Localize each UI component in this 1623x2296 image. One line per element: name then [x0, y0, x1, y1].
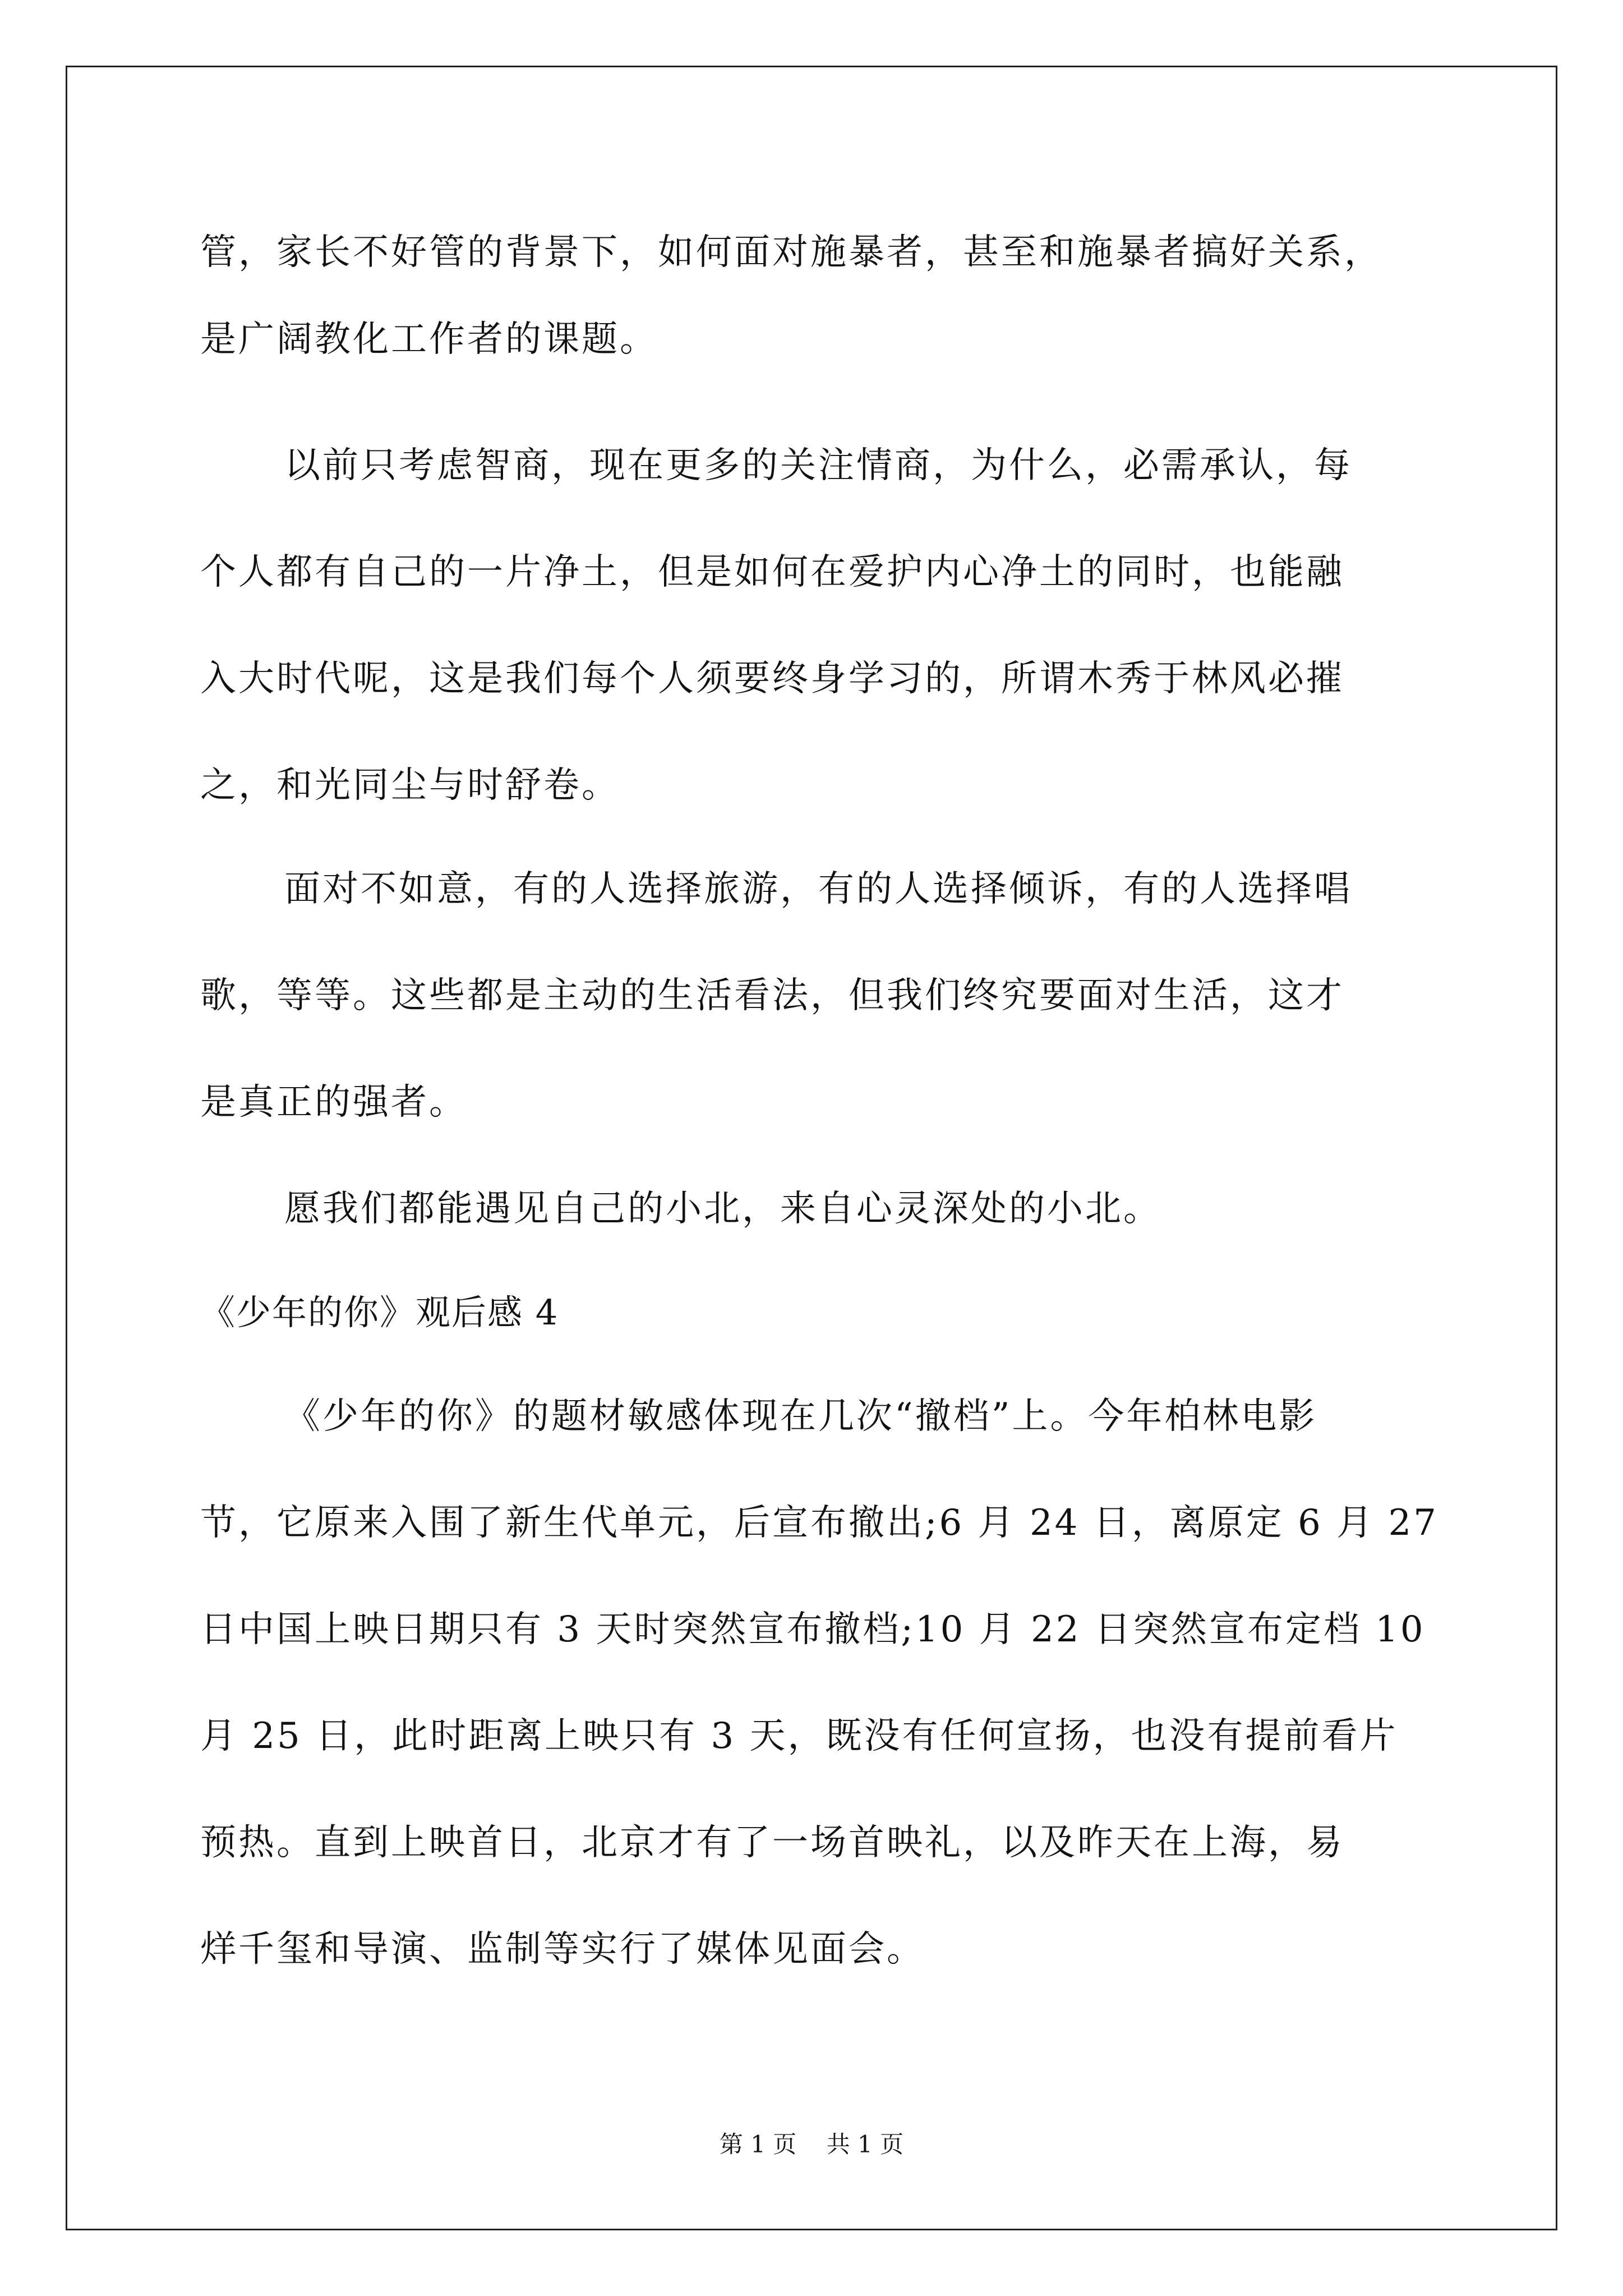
- paragraph-1-line-1: 管，家长不好管的背景下，如何面对施暴者，甚至和施暴者搞好关系，: [200, 232, 1382, 273]
- section-paragraph-line-4: 月 25 日，此时距离上映只有 3 天，既没有任何宣扬，也没有提前看片: [200, 1715, 1398, 1757]
- section-paragraph-line-2: 节，它原来入围了新生代单元，后宣布撤出;6 月 24 日，离原定 6 月 27: [200, 1502, 1438, 1544]
- paragraph-2-line-4: 之，和光同尘与时舒卷。: [200, 765, 620, 806]
- section-paragraph-line-1: 《少年的你》的题材敏感体现在几次“撤档”上。今年柏林电影: [284, 1396, 1317, 1437]
- section-paragraph-line-5: 预热。直到上映首日，北京才有了一场首映礼，以及昨天在上海，易: [200, 1822, 1344, 1864]
- section-heading: 《少年的你》观后感 4: [200, 1292, 559, 1333]
- paragraph-3-line-3: 是真正的强者。: [200, 1082, 467, 1123]
- paragraph-2-line-2: 个人都有自己的一片净土，但是如何在爱护内心净土的同时，也能融: [200, 551, 1344, 593]
- page-footer: 第 1 页 共 1 页: [719, 2131, 904, 2158]
- paragraph-3-line-1: 面对不如意，有的人选择旅游，有的人选择倾诉，有的人选择唱: [284, 868, 1352, 910]
- page-border: [66, 66, 1557, 2230]
- paragraph-1-line-2: 是广阔教化工作者的课题。: [200, 319, 658, 360]
- paragraph-4-line-1: 愿我们都能遇见自己的小北，来自心灵深处的小北。: [284, 1188, 1161, 1230]
- paragraph-2-line-1: 以前只考虑智商，现在更多的关注情商，为什么，必需承认，每: [284, 445, 1352, 486]
- section-paragraph-line-6: 烊千玺和导演、监制等实行了媒体见面会。: [200, 1929, 925, 1970]
- paragraph-2-line-3: 入大时代呢，这是我们每个人须要终身学习的，所谓木秀于林风必摧: [200, 658, 1344, 700]
- paragraph-3-line-2: 歌，等等。这些都是主动的生活看法，但我们终究要面对生活，这才: [200, 975, 1344, 1016]
- section-paragraph-line-3: 日中国上映日期只有 3 天时突然宣布撤档;10 月 22 日突然宣布定档 10: [200, 1609, 1426, 1650]
